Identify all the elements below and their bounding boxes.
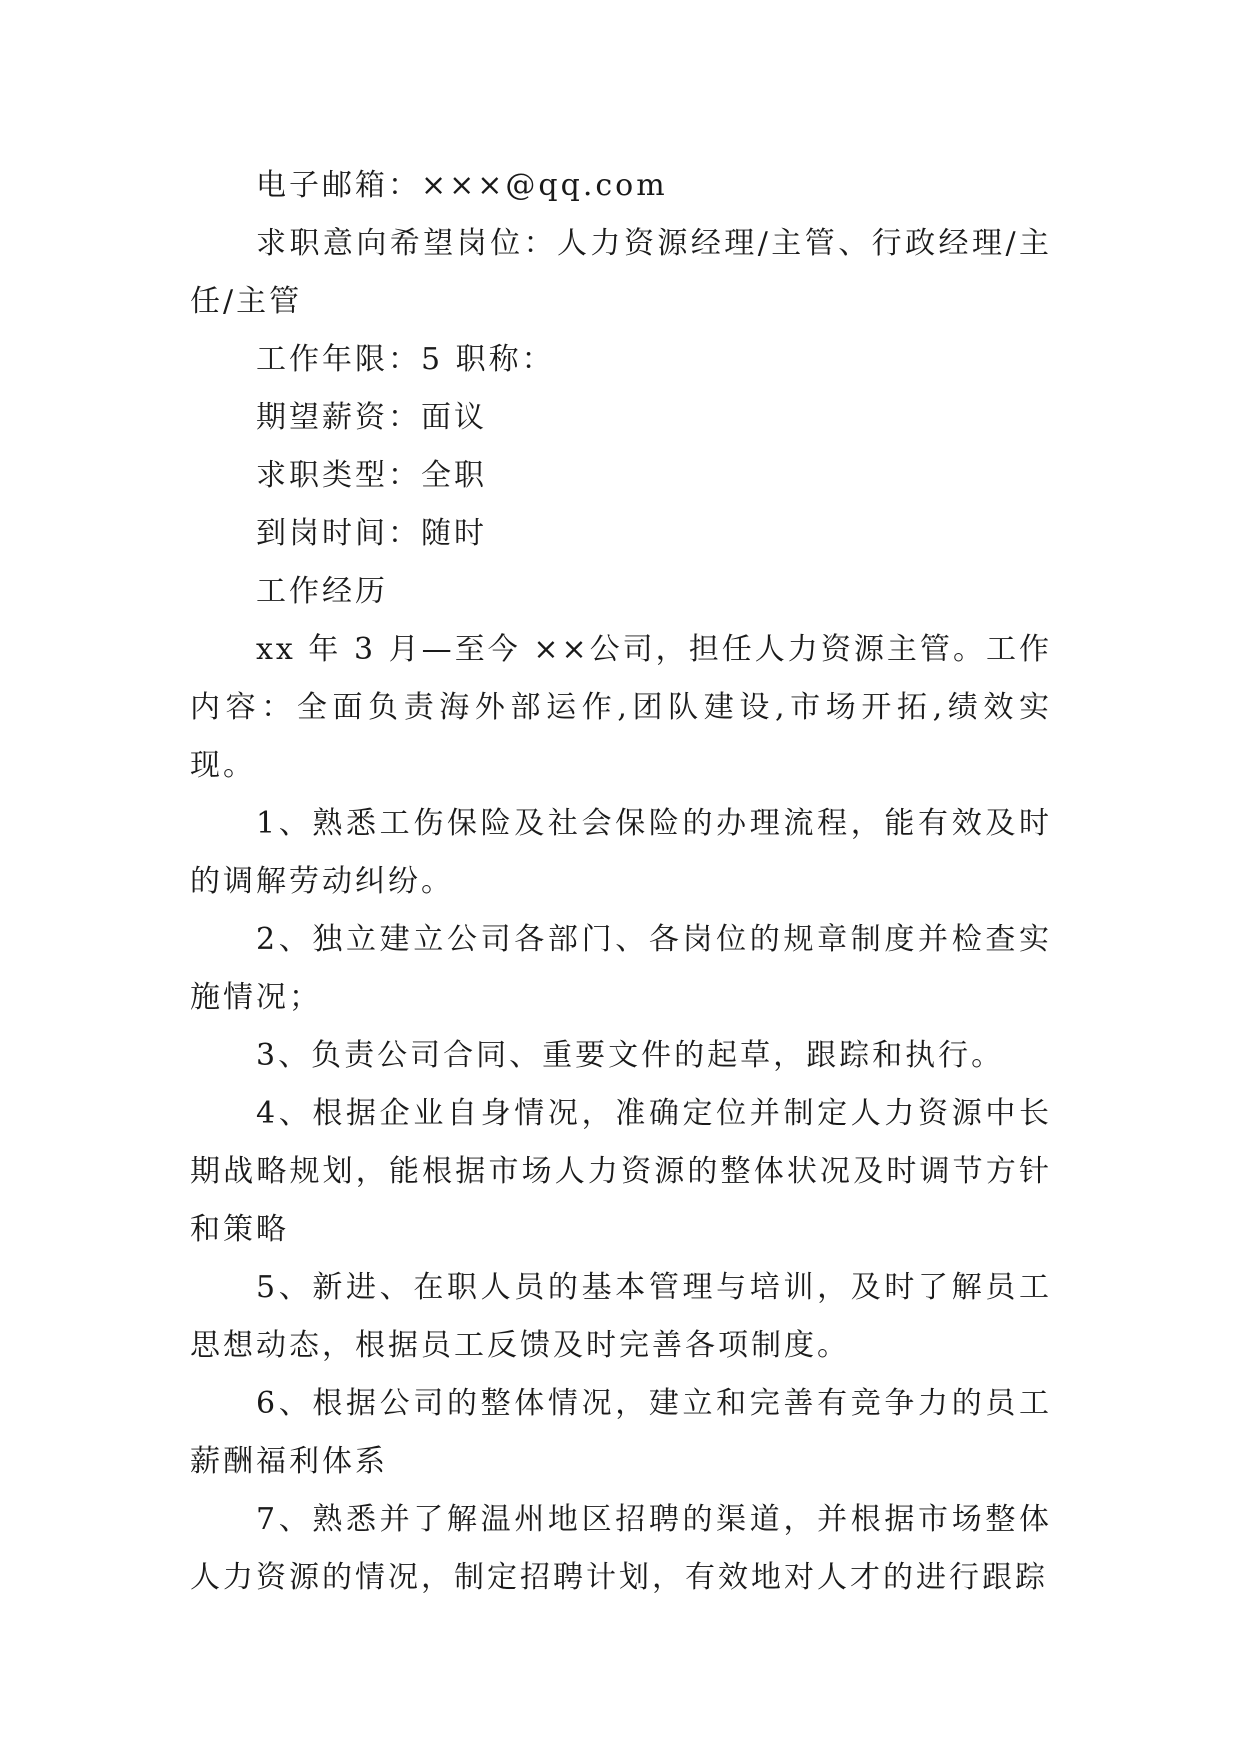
work-experience-heading: 工作经历 — [256, 574, 388, 609]
duty-item-4: 4、根据企业自身情况，准确定位并制定人力资源中长期战略规划，能根据市场人力资源的整体状况及时调节方针和策略 — [190, 1096, 1052, 1247]
document-body — [190, 157, 1052, 1607]
work-experience-entry: xx 年 3 月—至今 ××公司，担任人力资源主管。工作内容：全面负责海外部运作,团队建设,市场开拓,绩效实现。 — [190, 632, 1052, 783]
duty-item-1: 1、熟悉工伤保险及社会保险的办理流程，能有效及时的调解劳动纠纷。 — [190, 806, 1052, 899]
job-type-line: 求职类型：全职 — [256, 458, 487, 493]
duty-item-7: 7、熟悉并了解温州地区招聘的渠道，并根据市场整体人力资源的情况，制定招聘计划，有效地对人才的进行跟踪 — [190, 1502, 1052, 1595]
job-intention-line: 求职意向希望岗位：人力资源经理/主管、行政经理/主任/主管 — [190, 226, 1052, 319]
start-time-line: 到岗时间：随时 — [256, 516, 487, 551]
duty-item-3: 3、负责公司合同、重要文件的起草，跟踪和执行。 — [256, 1038, 1005, 1073]
duty-item-2: 2、独立建立公司各部门、各岗位的规章制度并检查实施情况； — [190, 922, 1052, 1015]
expected-salary-line: 期望薪资：面议 — [256, 400, 487, 435]
duty-item-6: 6、根据公司的整体情况，建立和完善有竞争力的员工薪酬福利体系 — [190, 1386, 1052, 1479]
duty-item-5: 5、新进、在职人员的基本管理与培训，及时了解员工思想动态，根据员工反馈及时完善各项制度。 — [190, 1270, 1052, 1363]
work-years-line: 工作年限：5 职称： — [256, 342, 555, 377]
email-line: 电子邮箱：×××@qq.com — [256, 168, 668, 203]
